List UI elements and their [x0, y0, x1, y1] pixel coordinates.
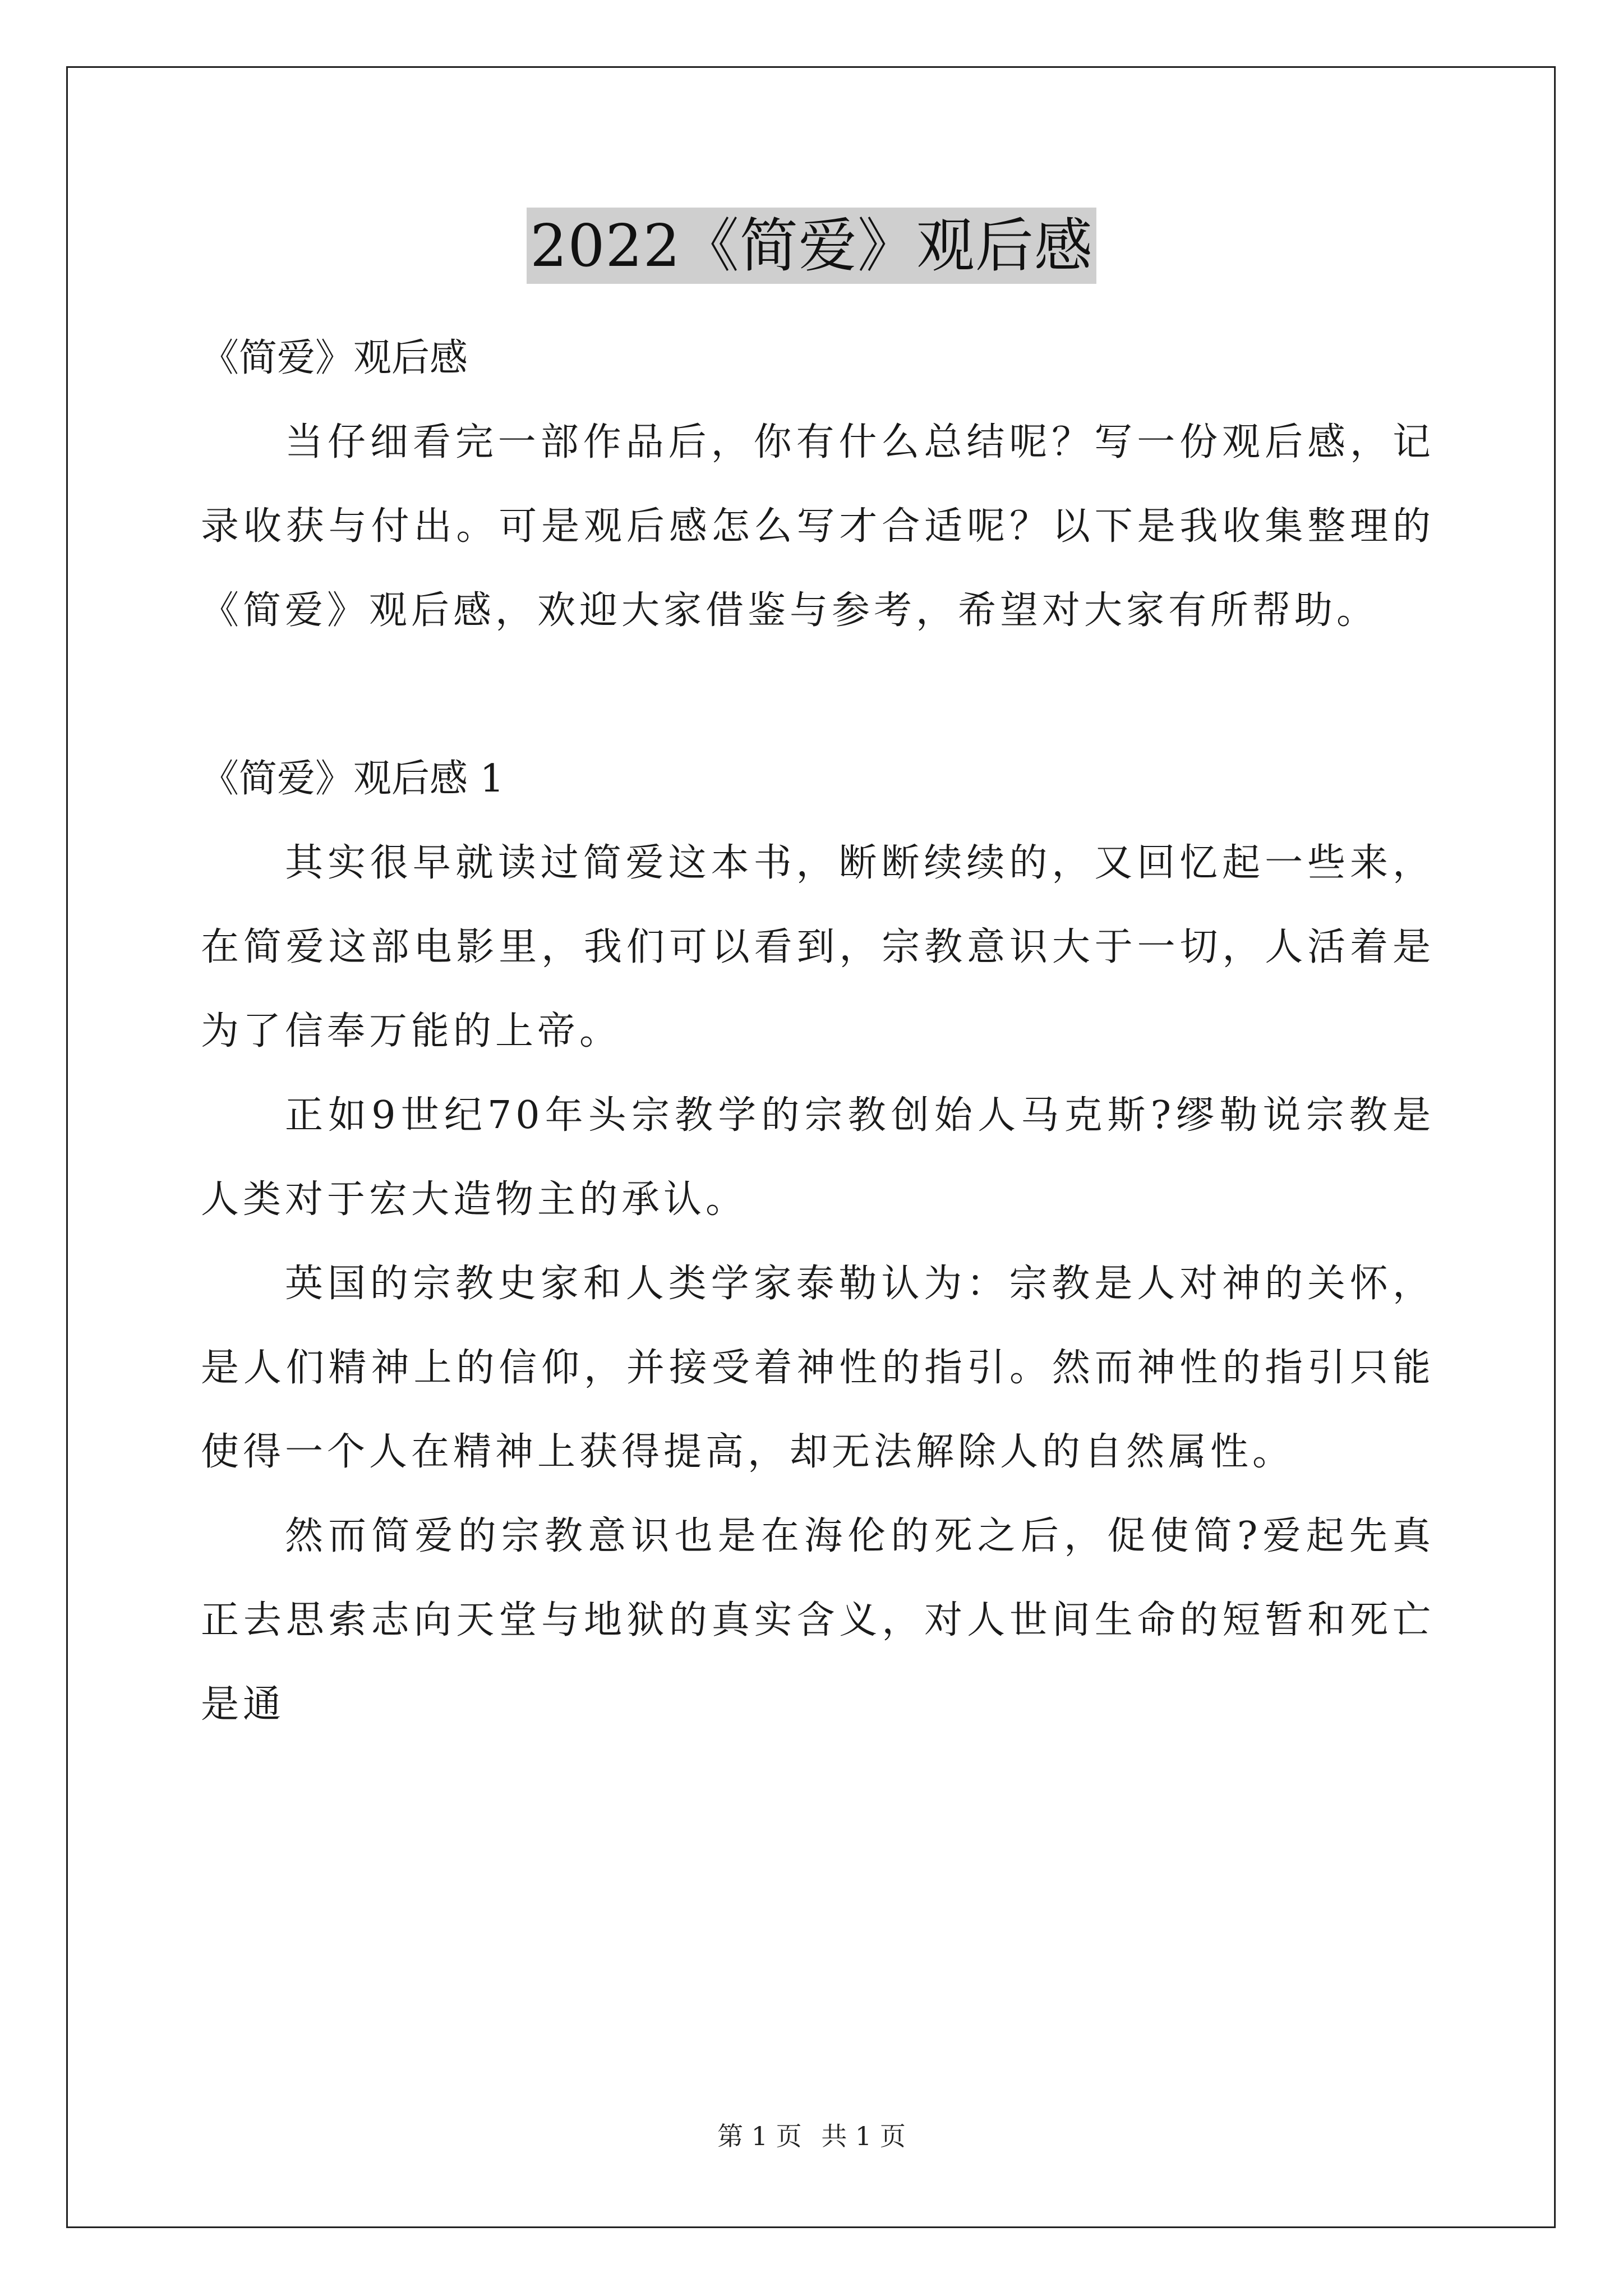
essay1-paragraph-2: 正如9世纪70年头宗教学的宗教创始人马克斯?缪勒说宗教是人类对于宏大造物主的承认。 — [201, 1093, 1435, 1222]
page-total: 共 1 页 — [821, 2121, 906, 2151]
document-title: 2022《简爱》观后感 — [527, 208, 1096, 284]
essay1-paragraph-3: 英国的宗教史家和人类学家泰勒认为：宗教是人对神的关怀，是人们精神上的信仰，并接受着神性的指引。然而神性的指引只能使得一个人在精神上获得提高，却无法解除人的自然属性。 — [201, 1262, 1435, 1474]
essay1-paragraph-1: 其实很早就读过简爱这本书，断断续续的，又回忆起一些来，在简爱这部电影里，我们可以看到，宗教意识大于一切，人活着是为了信奉万能的上帝。 — [201, 841, 1435, 1053]
title-container — [0, 208, 1623, 284]
essay1-heading: 《简爱》观后感 1 — [201, 757, 504, 801]
section-spacer — [201, 653, 1435, 737]
document-body — [201, 316, 1435, 1747]
intro-heading: 《简爱》观后感 — [201, 336, 468, 380]
page-footer — [0, 2119, 1623, 2153]
intro-paragraph: 当仔细看完一部作品后，你有什么总结呢？写一份观后感，记录收获与付出。可是观后感怎么写才合适呢？以下是我收集整理的《简爱》观后感，欢迎大家借鉴与参考，希望对大家有所帮助。 — [201, 420, 1435, 633]
page-number: 第 1 页 — [717, 2121, 802, 2151]
essay1-paragraph-4: 然而简爱的宗教意识也是在海伦的死之后，促使简?爱起先真正去思索志向天堂与地狱的真实含义，对人世间生命的短暂和死亡是通 — [201, 1514, 1435, 1727]
